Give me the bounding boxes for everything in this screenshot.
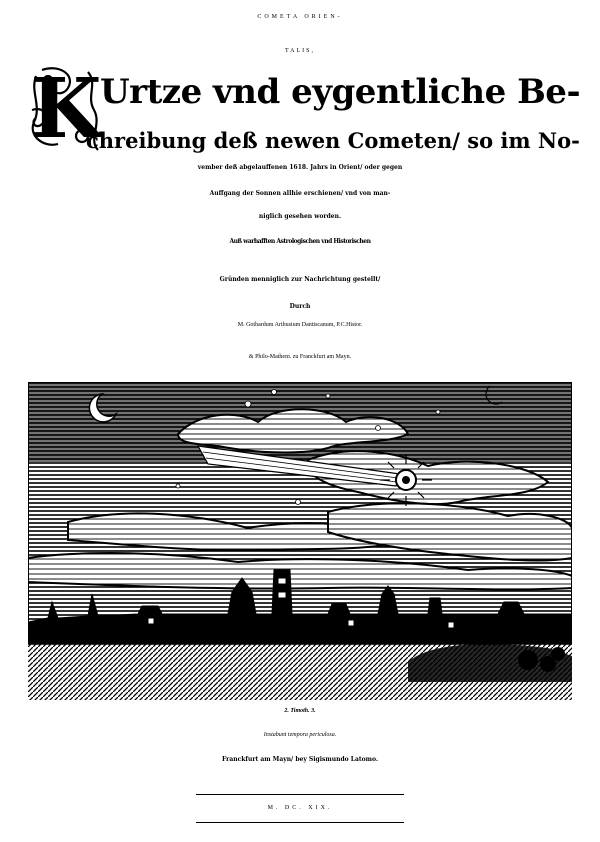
author-line-2: & Philo-Mathem. zu Franckfurt am Mayn. (248, 354, 352, 360)
body-line-3: niglich gesehen worden. (258, 213, 342, 220)
year-rule-bottom (196, 822, 404, 823)
body-line-6: Durch (289, 303, 311, 310)
latin-motto: Instabunt tempora periculosa. (263, 732, 337, 738)
body-line-1: vember deß abgelauffenen 1618. Jahrs in Orient/ oder gegen (197, 164, 403, 171)
title-line-2: TALIS, (284, 48, 316, 54)
headline-line-2: chreibung deß newen Cometen/ so im No- (86, 128, 580, 153)
headline-line-1: Urtze vnd eygentliche Be- (100, 72, 581, 112)
scripture-citation: 2. Timoth. 3. (284, 708, 316, 714)
body-line-2: Auffgang der Sonnen allhie erschienen/ vnd von man- (209, 190, 391, 197)
initial-letter: K (30, 61, 102, 157)
comet-illustration (28, 382, 572, 700)
body-line-5: Gründen menniglich zur Nachrichtung gestellt/ (219, 276, 381, 283)
publication-year: M. DC. XIX. (267, 805, 333, 811)
printer-imprint: Franckfurt am Mayn/ bey Sigismundo Latomo. (222, 756, 378, 763)
body-line-4: Auß warhafften Astrologischen vnd Historischen (229, 238, 371, 245)
comet-over-city-woodcut-icon (28, 382, 572, 700)
author-line-1: M. Gothardum Arthusium Dantiscanum, P.C.Histor. (237, 322, 363, 328)
title-line-1: COMETA ORIEN- (257, 14, 343, 20)
